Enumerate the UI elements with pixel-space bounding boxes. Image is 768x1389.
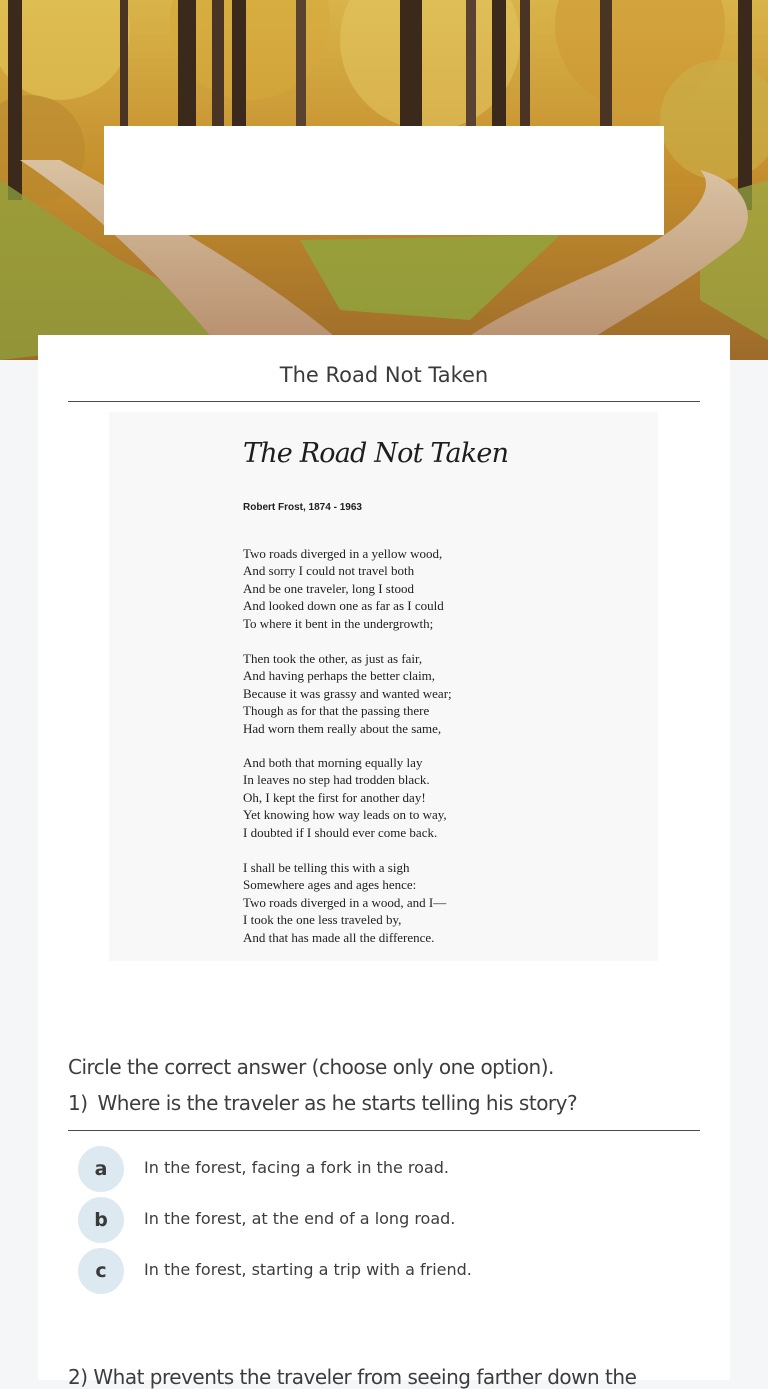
poem-line: Then took the other, as just as fair, (243, 651, 423, 666)
poem-image (109, 412, 658, 961)
poem-stanza (243, 859, 446, 946)
question-text: Where is the traveler as he starts telling his story? (97, 1091, 578, 1115)
poem-line: In leaves no step had trodden black. (243, 772, 430, 788)
poem-line: Oh, I kept the first for another day! (243, 789, 426, 805)
poem-stanza (243, 650, 452, 737)
banner-title-box (104, 126, 664, 235)
header-banner-image (0, 0, 768, 360)
question-number: 1) (68, 1091, 88, 1115)
option-letter-bubble[interactable]: a (78, 1146, 124, 1192)
poem-heading: The Road Not Taken (243, 438, 509, 469)
poem-line: Yet knowing how way leads on to way, (243, 807, 447, 823)
instruction-text: Circle the correct answer (choose only one option). (68, 1055, 554, 1079)
option-c[interactable] (78, 1248, 678, 1294)
poem-line: And having perhaps the better claim, (243, 668, 436, 684)
poem-line: And be one traveler, long I stood (243, 580, 414, 596)
option-text[interactable]: In the forest, facing a fork in the road. (144, 1158, 449, 1177)
poem-line: Two roads diverged in a yellow wood, (243, 546, 443, 561)
title-divider (68, 401, 700, 402)
poem-line: I took the one less traveled by, (243, 912, 402, 928)
question-1 (68, 1091, 708, 1115)
poem-line: Two roads diverged in a wood, and I— (243, 894, 447, 910)
option-text[interactable]: In the forest, at the end of a long road. (144, 1209, 456, 1228)
option-b[interactable] (78, 1197, 678, 1243)
question-number: 2) (68, 1365, 88, 1389)
poem-line: I shall be telling this with a sigh (243, 860, 410, 875)
poem-stanza (243, 754, 447, 841)
worksheet-title: The Road Not Taken (279, 363, 489, 387)
option-a[interactable] (78, 1146, 678, 1192)
option-text[interactable]: In the forest, starting a trip with a friend. (144, 1260, 472, 1279)
poem-line: Had worn them really about the same, (243, 720, 442, 736)
poem-line: Because it was grassy and wanted wear; (243, 685, 452, 701)
poem-author: Robert Frost, 1874 - 1963 (243, 502, 362, 513)
question-divider (68, 1130, 700, 1131)
poem-line: And that has made all the difference. (243, 929, 435, 945)
poem-line: To where it bent in the undergrowth; (243, 615, 434, 631)
question-2 (68, 1365, 768, 1389)
poem-line: And looked down one as far as I could (243, 598, 444, 614)
poem-line: And sorry I could not travel both (243, 563, 415, 579)
option-letter-bubble[interactable]: b (78, 1197, 124, 1243)
poem-stanza (243, 545, 444, 632)
poem-line: I doubted if I should ever come back. (243, 824, 438, 840)
poem-line: And both that morning equally lay (243, 755, 423, 770)
poem-line: Though as for that the passing there (243, 703, 430, 719)
poem-line: Somewhere ages and ages hence: (243, 877, 417, 893)
question-text: What prevents the traveler from seeing farther down the (93, 1365, 637, 1389)
option-letter-bubble[interactable]: c (78, 1248, 124, 1294)
worksheet-card (38, 335, 730, 1389)
